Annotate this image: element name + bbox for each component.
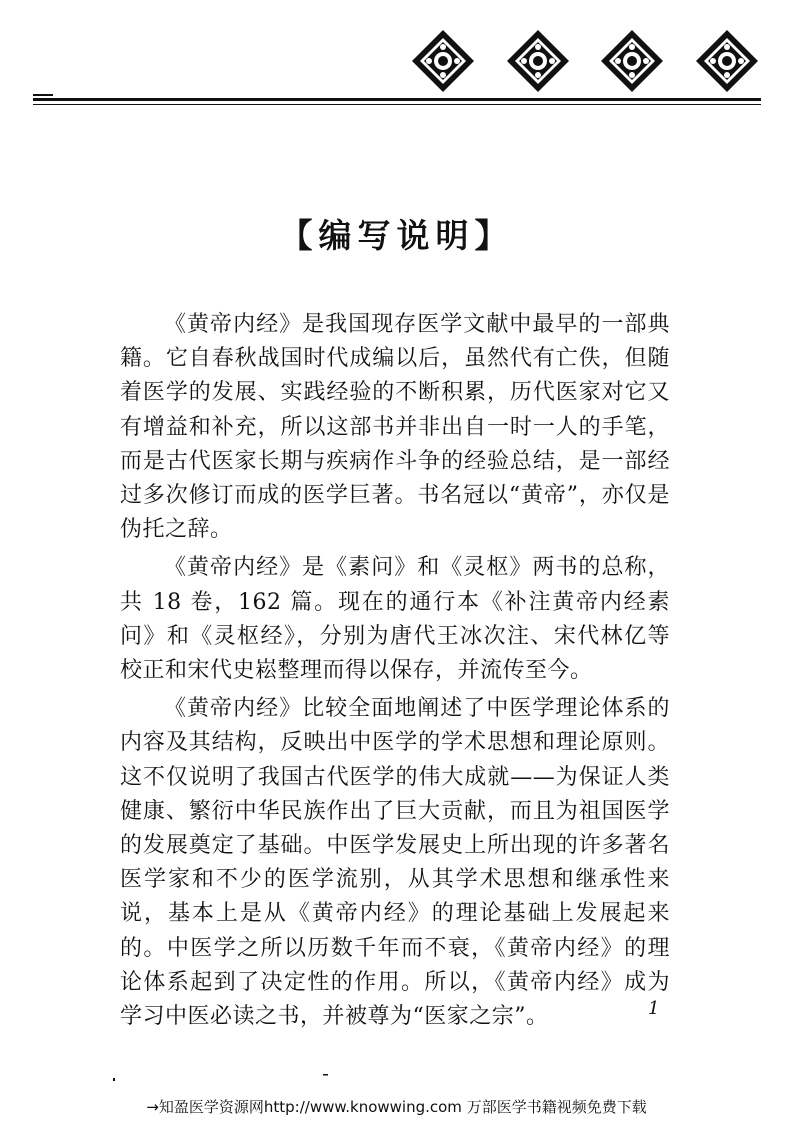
header-rule-tick xyxy=(33,94,53,96)
paragraph: 《黄帝内经》是《素问》和《灵枢》两书的总称，共 18 卷，162 篇。现在的通行本《补注黄帝内经素问》和《灵枢经》，分别为唐代王冰次注、宋代林亿等校正和宋代史崧整理而得以保存，并流传至今。 xyxy=(120,555,670,684)
paragraph: 《黄帝内经》比较全面地阐述了中医学理论体系的内容及其结构，反映出中医学的学术思想和理论原则。这不仅说明了我国古代医学的伟大成就——为保证人类健康、繁衍中华民族作出了巨大贡献，而且为祖国医学的发展奠定了基础。中医学发展史上所出现的许多著名医学家和不少的医学流别，从其学术思想和继承性来说，基本上是从《黄帝内经》的理论基础上发展起来的。中医学之所以历数千年而不衰，《黄帝内经》的理论体系起到了决定性的作用。所以，《黄帝内经》成为学习中医必读之书，并被尊为“医家之宗”。 xyxy=(120,696,670,1030)
section-heading: 【编写说明】 xyxy=(279,216,514,255)
header-rule xyxy=(33,98,761,101)
paragraph: 《黄帝内经》是我国现存医学文献中最早的一部典籍。它自春秋战国时代成编以后，虽然代有亡佚，但随着医学的发展、实践经验的不断积累，历代医家对它又有增益和补充，所以这部书并非出自一时一人的手笔，而是古代医家长期与疾病作斗争的经验总结，是一部经过多次修订而成的医学巨著。书名冠以“黄帝”，亦仅是伪托之辞。 xyxy=(120,312,670,543)
ornament-icon xyxy=(599,28,665,94)
scan-specks xyxy=(110,1072,360,1084)
page-number: 1 xyxy=(648,998,660,1019)
ornament-icon xyxy=(694,28,760,94)
header-rule-thin xyxy=(33,104,761,105)
footer-watermark-text: →知盈医学资源网http://www.knowwing.com 万部医学书籍视频免费下载 xyxy=(146,1098,647,1116)
body-text xyxy=(120,308,670,1038)
header-ornament-row xyxy=(410,28,760,94)
ornament-icon xyxy=(410,28,476,94)
ornament-icon xyxy=(505,28,571,94)
